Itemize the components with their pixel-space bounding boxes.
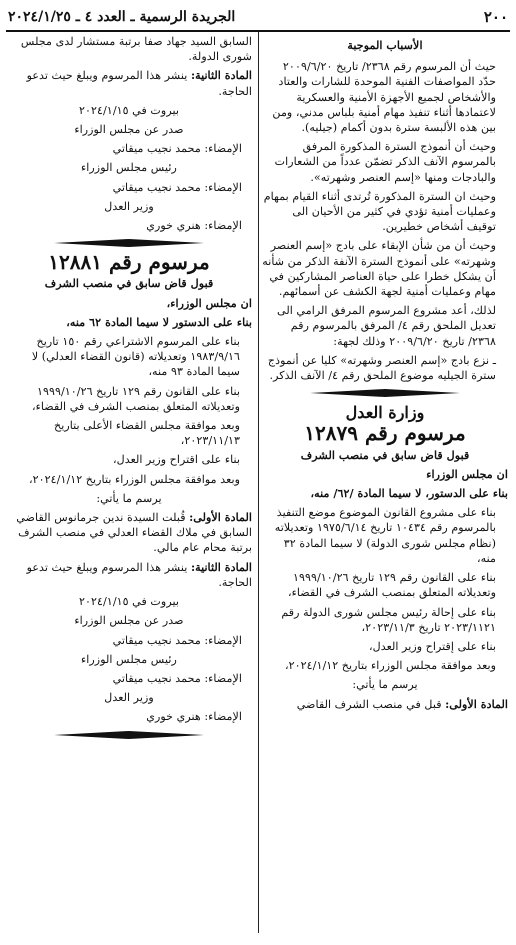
paragraph: حيث أن المرسوم رقم ٢٣٦٨/ تاريخ ٢٠٠٩/٦/٢٠ حدّد المواصفات الفنية الموحدة للشارات والعتاد والأشخاص لجميع الأجهزة الأمنية والعسكرية لاعتمادها أثناء تنفيذ مهام أمنية بلباس مدني، ومن بين هذه الألبسة سترة بدون أكمام (جيليه). [272,60,496,135]
legal-basis: وبعد موافقة مجلس القضاء الأعلى بتاريخ ٢٠٢٣/١١/١٣، [53,419,240,448]
signature: الإمضاء: هنري خوري [146,219,242,233]
paragraph: وحيث أن من شأن الإبقاء على بادج «إسم العنصر وشهرته» على أنموذج السترة الآنفة الذكر من شأنه أن يشكل خطرا على حياة العناصر المشاركين في مهام وعمليات أمنية لجهة الكشف عن أسمائهم. [262,239,496,299]
article-label: المادة الأولى: [445,696,508,711]
paragraph: لذلك، أعد مشروع المرسوم المرفق الرامي الى تعديل الملحق رقم ٤/ المرفق بالمرسوم رقم ٢٣٦٨/ تاريخ ٢٠٠٩/٦/٢٠ وذلك لجهة: [277,304,496,348]
issued-by: صدر عن مجلس الوزراء [74,614,184,628]
legal-basis: بناء على إقتراح وزير العدل، [368,639,496,653]
decrees-label: يرسم ما يأتي: [96,491,162,505]
council-heading: ان مجلس الوزراء [426,466,508,481]
date-place: بيروت في ٢٠٢٤/١/١٥ [79,595,179,609]
paragraph: ـ نزع بادج «إسم العنصر وشهرته» كليا عن أنموذج سترة الجيليه موضوع الملحق رقم ٤/ الآنف الذكر. [267,353,496,383]
article-one [262,697,508,712]
column-divider [258,32,259,933]
legal-basis: بناء على إحالة رئيس مجلس شورى الدولة رقم ٢٠٢٣/١١٢١ تاريخ ٢٠٢٣/١١/٣، [281,605,496,634]
signature: الإمضاء: محمد نجيب ميقاتي [112,180,242,194]
paragraph: وحيث ان السترة المذكورة تُرتدى أثناء القيام بمهام وعمليات أمنية تؤدي في كثير من الأحيان الى توقيف أشخاص خطيرين. [263,189,496,234]
gazette-title: الجريدة الرسمية ـ العدد ٤ ـ ٢٠٢٤/١/٢٥ [8,9,236,25]
constitution-basis: بناء على الدستور لا سيما المادة ٦٢ منه، [66,314,252,329]
decree-number: مرسوم رقم ١٢٨٨١ [48,250,210,275]
constitution-basis: بناء على الدستور، لا سيما المادة /٦٢/ منه، [310,486,508,501]
article-two [6,68,252,98]
decree-subject: قبول قاض سابق في منصب الشرف [300,447,470,462]
left-column [6,34,252,747]
legal-basis: بناء على المرسوم الاشتراعي رقم ١٥٠ تاريخ ١٩٨٣/٩/١٦ وتعديلاته (قانون القضاء العدلي) لا سيما المادة ٩٣ منه، [31,335,240,379]
article-text: قُبلت السيدة ندين جرمانوس القاضي السابق في ملاك القضاء العدلي في منصب الشرف برتبة محام عام مالي. [16,511,252,555]
ministry-title: وزارة العدل [345,403,425,423]
decree-number: مرسوم رقم ١٢٨٧٩ [304,421,466,446]
right-column [262,34,508,716]
legal-basis: بناء على اقتراح وزير العدل، [112,453,240,467]
article-label: المادة الأولى: [189,510,252,525]
article-one [6,510,252,556]
signature: الإمضاء: محمد نجيب ميقاتي [112,142,242,156]
paragraph: وحيث أن أنموذج السترة المذكورة المرفق بالمرسوم الآنف الذكر تضمّن عدداً من الشعارات والبادجات ومنها «إسم العنصر وشهرته». [274,140,496,184]
decrees-label: يرسم ما يأتي: [352,678,418,692]
page-number: ٢٠٠ [483,8,508,26]
article-text: قبل في منصب الشرف القاضي [296,697,442,711]
legal-basis: بناء على مشروع القانون الموضوع موضع التنفيذ بالمرسوم رقم ١٠٤٣٤ تاريخ ١٩٧٥/٦/١٤ وتعديلاته (نظام مجلس شورى الدولة) لا سيما المادة ٣٢ منه، [274,506,496,565]
separator-ornament [6,731,252,739]
legal-basis: وبعد موافقة مجلس الوزراء بتاريخ ٢٠٢٤/١/١٢، [29,472,240,486]
official-title: رئيس مجلس الوزراء [81,652,177,666]
signature: الإمضاء: محمد نجيب ميقاتي [112,671,242,685]
issued-by: صدر عن مجلس الوزراء [74,123,184,137]
signature: الإمضاء: هنري خوري [146,710,242,724]
article-two [6,560,252,590]
official-title: وزير العدل [104,691,154,705]
article-text: ينشر هذا المرسوم ويبلغ حيث تدعو الحاجة. [26,560,252,589]
section-title: الأسباب الموجبة [347,38,423,52]
decree-subject: قبول قاض سابق في منصب الشرف [44,276,214,291]
legal-basis: بناء على القانون رقم ١٢٩ تاريخ ١٩٩٩/١٠/٢٦ وتعديلاته المتعلق بمنصب الشرف في القضاء، [287,571,496,600]
date-place: بيروت في ٢٠٢٤/١/١٥ [79,103,179,117]
legal-basis: وبعد موافقة مجلس الوزراء بتاريخ ٢٠٢٤/١/١٢، [285,659,496,673]
separator-ornament [262,389,508,397]
article-label: المادة الثانية: [190,68,252,83]
continued-text: السابق السيد جهاد صفا برتبة مستشار لدى مجلس شورى الدولة. [20,35,252,64]
signature: الإمضاء: محمد نجيب ميقاتي [112,633,242,647]
official-title: رئيس مجلس الوزراء [81,161,177,175]
official-title: وزير العدل [104,199,154,213]
council-heading: ان مجلس الوزراء، [166,295,252,310]
separator-ornament [6,239,252,247]
article-label: المادة الثانية: [190,559,252,574]
article-text: ينشر هذا المرسوم ويبلغ حيث تدعو الحاجة. [26,69,252,98]
legal-basis: بناء على القانون رقم ١٢٩ تاريخ ١٩٩٩/١٠/٢٦ وتعديلاته المتعلق بمنصب الشرف في القضاء، [31,384,240,413]
page-header [8,6,508,28]
